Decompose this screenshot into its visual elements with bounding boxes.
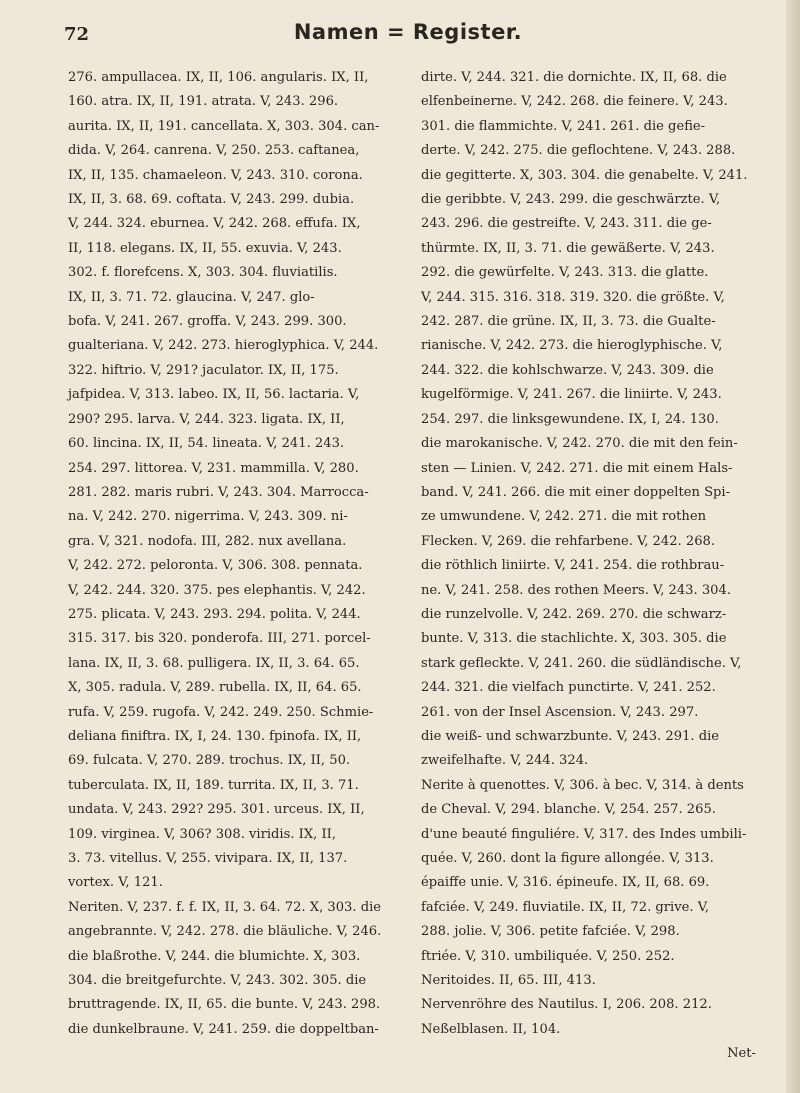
- right-line: 292. die gewürfelte. V, 243. 313. die glatte.: [421, 265, 709, 281]
- right-line: fafciée. V, 249. fluviatile. IX, II, 72. grive. V,: [421, 899, 710, 915]
- left-line: deliana finiftra. IX, I, 24. 130. fpinofa. IX, II,: [68, 728, 362, 744]
- right-line: die röthlich liniirte. V, 241. 254. die rothbrau-: [421, 558, 725, 574]
- left-line: IX, II, 3. 68. 69. coftata. V, 243. 299. dubia.: [68, 192, 355, 208]
- left-line: undata. V, 243. 292? 295. 301. urceus. IX, II,: [68, 802, 365, 818]
- left-line: 281. 282. maris rubri. V, 243. 304. Marrocca-: [68, 484, 369, 500]
- page-header: [64, 20, 752, 54]
- right-line: die geribbte. V, 243. 299. die geschwärzte. V,: [421, 192, 721, 208]
- left-line: 275. plicata. V, 243. 293. 294. polita. V, 244.: [68, 606, 361, 622]
- left-line: gra. V, 321. nodofa. III, 282. nux avellana.: [68, 533, 347, 549]
- left-line: Neriten. V, 237. f. f. IX, II, 3. 64. 72. X, 303. die: [68, 899, 382, 915]
- right-line: Neritoides. II, 65. III, 413.: [421, 973, 596, 989]
- left-line: 160. atra. IX, II, 191. atrata. V, 243. 296.: [68, 94, 339, 110]
- right-line: Nerite à quenottes. V, 306. à bec. V, 314. à dents: [421, 777, 744, 793]
- left-line: tuberculata. IX, II, 189. turrita. IX, II, 3. 71.: [68, 777, 359, 793]
- left-line: 322. hiftrio. V, 291? jaculator. IX, II, 175.: [68, 362, 339, 378]
- left-line: bruttragende. IX, II, 65. die bunte. V, 243. 298.: [68, 997, 381, 1013]
- left-line: V, 244. 324. eburnea. V, 242. 268. effufa. IX,: [68, 216, 361, 232]
- right-line: 301. die flammichte. V, 241. 261. die gefie-: [421, 118, 706, 134]
- left-line: 60. lincina. IX, II, 54. lineata. V, 241. 243.: [68, 436, 345, 452]
- page-spine-shadow: [786, 0, 800, 1093]
- right-line: de Cheval. V, 294. blanche. V, 254. 257. 265.: [421, 802, 716, 818]
- left-line: 3. 73. vitellus. V, 255. vivipara. IX, II, 137.: [68, 851, 348, 866]
- right-line: 244. 322. die kohlschwarze. V, 243. 309. die: [421, 362, 714, 378]
- left-line: die blaßrothe. V, 244. die blumichte. X, 303.: [68, 948, 361, 964]
- left-line: 69. fulcata. V, 270. 289. trochus. IX, II, 50.: [68, 753, 351, 769]
- left-line: rufa. V, 259. rugofa. V, 242. 249. 250. Schmie-: [68, 704, 374, 720]
- left-line: X, 305. radula. V, 289. rubella. IX, II, 64. 65.: [68, 680, 362, 696]
- left-line: vortex. V, 121.: [68, 875, 163, 891]
- left-line: 304. die breitgefurchte. V, 243. 302. 305. die: [68, 973, 367, 989]
- left-line: 315. 317. bis 320. ponderofa. III, 271. porcel-: [68, 631, 371, 647]
- left-line: 109. virginea. V, 306? 308. viridis. IX, II,: [68, 826, 336, 842]
- right-line: die marokanische. V, 242. 270. die mit den fein-: [421, 436, 738, 452]
- right-line: rianische. V, 242. 273. die hieroglyphische. V,: [421, 338, 723, 354]
- left-line: II, 118. elegans. IX, II, 55. exuvia. V, 243.: [68, 240, 342, 256]
- left-line: 276. ampullacea. IX, II, 106. angularis. IX, II,: [68, 70, 369, 85]
- right-line: Neßelblasen. II, 104.: [421, 1021, 561, 1037]
- left-line: gualteriana. V, 242. 273. hieroglyphica. V, 244.: [68, 338, 379, 354]
- left-line: 302. f. florefcens. X, 303. 304. fluviatilis.: [68, 265, 338, 281]
- right-line: ne. V, 241. 258. des rothen Meers. V, 243. 304.: [421, 582, 731, 598]
- right-line: Flecken. V, 269. die rehfarbene. V, 242. 268.: [421, 533, 716, 549]
- right-line: sten — Linien. V, 242. 271. die mit einem Hals-: [421, 460, 733, 476]
- right-line: 244. 321. die vielfach punctirte. V, 241. 252.: [421, 680, 716, 696]
- running-head: Namen = Register.: [293, 20, 523, 44]
- right-line: band. V, 241. 266. die mit einer doppelten Spi-: [421, 484, 731, 500]
- right-line: 254. 297. die linksgewundene. IX, I, 24. 130.: [421, 411, 719, 427]
- right-line: kugelförmige. V, 241. 267. die liniirte. V, 243.: [421, 387, 722, 403]
- index-columns: [68, 66, 768, 1066]
- left-line: IX, II, 3. 71. 72. glaucina. V, 247. glo-: [68, 289, 315, 305]
- right-line: thürmte. IX, II, 3. 71. die gewäßerte. V, 243.: [421, 240, 715, 256]
- left-line: angebrannte. V, 242. 278. die bläuliche. V, 246.: [68, 924, 382, 940]
- right-line: 288. jolie. V, 306. petite fafciée. V, 298.: [421, 924, 680, 940]
- right-line: elfenbeinerne. V, 242. 268. die feinere. V, 243.: [421, 94, 728, 110]
- right-line: quée. V, 260. dont la figure allongée. V, 313.: [421, 851, 714, 866]
- right-line: zweifelhafte. V, 244. 324.: [421, 753, 589, 769]
- left-line: dida. V, 264. canrena. V, 250. 253. caftanea,: [68, 143, 360, 159]
- right-line: ftriée. V, 310. umbiliquée. V, 250. 252.: [421, 948, 675, 964]
- right-line: bunte. V, 313. die stachlichte. X, 303. 305. die: [421, 631, 727, 647]
- left-line: aurita. IX, II, 191. cancellata. X, 303. 304. can-: [68, 118, 380, 134]
- right-line: épaiffe unie. V, 316. épineufe. IX, II, 68. 69.: [421, 875, 710, 891]
- left-line: jafpidea. V, 313. labeo. IX, II, 56. lactaria. V,: [68, 387, 360, 403]
- right-line: 243. 296. die gestreifte. V, 243. 311. die ge-: [421, 216, 712, 232]
- right-line: 242. 287. die grüne. IX, II, 3. 73. die Gualte-: [421, 314, 716, 330]
- right-column: [421, 66, 756, 1067]
- right-line: V, 244. 315. 316. 318. 319. 320. die größte. V,: [421, 289, 725, 305]
- left-line: lana. IX, II, 3. 68. pulligera. IX, II, 3. 64. 65.: [68, 655, 360, 671]
- left-line: bofa. V, 241. 267. groffa. V, 243. 299. 300.: [68, 314, 347, 330]
- right-line: die weiß- und schwarzbunte. V, 243. 291. die: [421, 728, 720, 744]
- right-line: derte. V, 242. 275. die geflochtene. V, 243. 288.: [421, 143, 736, 159]
- right-line: die gegitterte. X, 303. 304. die genabelte. V, 241.: [421, 167, 748, 183]
- right-line: die runzelvolle. V, 242. 269. 270. die schwarz-: [421, 606, 727, 622]
- left-line: V, 242. 244. 320. 375. pes elephantis. V, 242.: [68, 582, 366, 598]
- right-line: stark gefleckte. V, 241. 260. die südländische. V,: [421, 655, 742, 671]
- left-line: IX, II, 135. chamaeleon. V, 243. 310. corona.: [68, 167, 363, 183]
- page-number: 72: [64, 24, 90, 45]
- right-line: dirte. V, 244. 321. die dornichte. IX, II, 68. die: [421, 70, 727, 85]
- left-column: [68, 66, 403, 1042]
- left-line: die dunkelbraune. V, 241. 259. die doppeltban-: [68, 1021, 379, 1037]
- left-line: 254. 297. littorea. V, 231. mammilla. V, 280.: [68, 460, 359, 476]
- left-line: na. V, 242. 270. nigerrima. V, 243. 309. ni-: [68, 509, 348, 525]
- right-line: ze umwundene. V, 242. 271. die mit rothen: [421, 509, 707, 525]
- right-line: 261. von der Insel Ascension. V, 243. 297.: [421, 704, 699, 720]
- catchword: Net-: [727, 1046, 756, 1062]
- right-column-lines: [421, 66, 756, 1042]
- left-line: V, 242. 272. peloronta. V, 306. 308. pennata.: [68, 558, 363, 574]
- right-line: d'une beauté finguliére. V, 317. des Indes umbili-: [421, 826, 747, 842]
- left-line: 290? 295. larva. V, 244. 323. ligata. IX, II,: [68, 411, 345, 427]
- right-line: Nervenröhre des Nautilus. I, 206. 208. 212.: [421, 997, 712, 1013]
